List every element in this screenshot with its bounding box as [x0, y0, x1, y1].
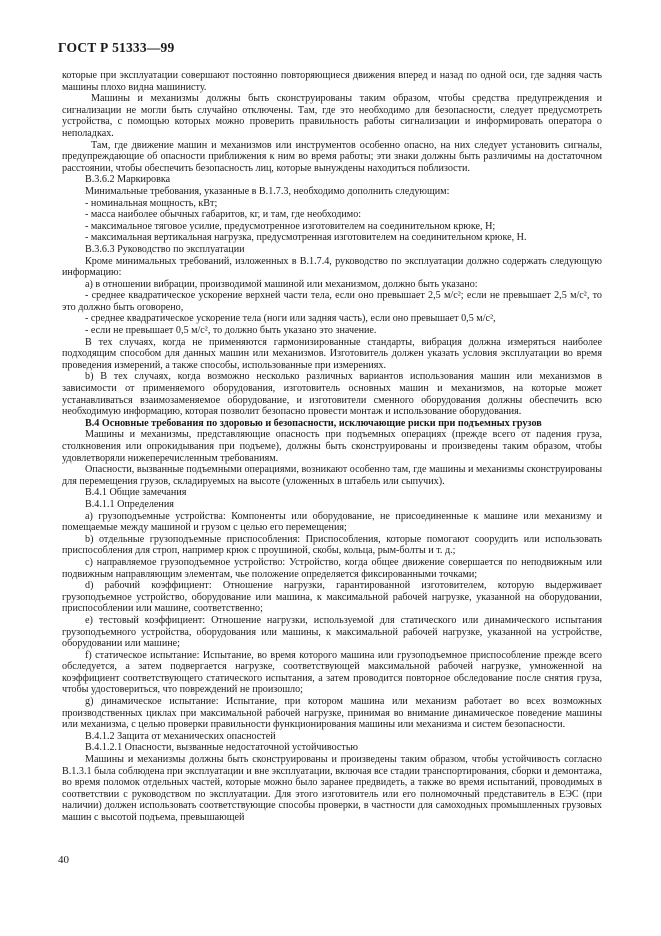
section-heading-bold: В.4 Основные требования по здоровью и безопасности, исключающие риски при подъемных грузов [85, 417, 542, 429]
list-item: а) в отношении вибрации, производимой машиной или механизмом, должно быть указано: [85, 278, 478, 290]
list-item: - номинальная мощность, кВт; [85, 197, 218, 209]
section-heading: В.4.1.2.1 Опасности, вызванные недостаточной устойчивостью [85, 742, 358, 754]
paragraph: Кроме минимальных требований, изложенных в В.1.7.4, руководство по эксплуатации должно содержать следующую информацию: [62, 255, 602, 279]
paragraph: Машины и механизмы, представляющие опасность при подъемных операциях (прежде всего от падения груза, столкновения или опрокидывания при подъеме), должны быть сконструированы и произведены таким образом, чтобы удовлетворяли нижеперечисленным требованиям. [62, 429, 602, 464]
paragraph: b) В тех случаях, когда возможно несколько различных вариантов использования машин или механизмов в зависимости от применяемого оборудования, изготовитель основных машин и механизмов, на которые может устанавливаться взаимозаменяемое оборудование, и изготовители сменного оборудования должны обеспечить всю необходимую информацию, которая позволит безопасно провести монтаж и использование оборудования. [62, 371, 602, 418]
section-heading: В.3.6.3 Руководство по эксплуатации [85, 243, 245, 255]
list-item: - если не превышает 0,5 м/с², то должно быть указано это значение. [85, 325, 377, 337]
paragraph: Машины и механизмы должны быть сконструированы таким образом, чтобы средства предупреждения и сигнализации не могли быть случайно отключены. Там, где это необходимо для безопасности, следует предусмотреть устройства, с помощью которых можно проверить правильность работы сигнализации и информировать оператора о неполадках. [62, 93, 602, 139]
list-item: - масса наиболее обычных габаритов, кг, и там, где необходимо: [85, 209, 362, 221]
definition-item: g) динамическое испытание: Испытание, при котором машина или механизм работает во всех возможных производственных циклах при максимальной рабочей нагрузке, принимая во внимание динамическое поведение машины или механизма, с целью проверки правильности функционирования машины или механизма и систем безопасности. [62, 696, 602, 731]
definition-item: а) грузоподъемные устройства: Компоненты или оборудование, не присоединенные к машине или механизму и помещаемые между машиной и грузом с целью его перемещения; [62, 510, 602, 534]
paragraph: В тех случаях, когда не применяются гармонизированные стандарты, вибрация должна измеряться наиболее подходящим способом для данных машин или механизмов. Изготовитель должен указать условия эксплуатации во время проведения измерений, а также способы, использованные при измерениях. [62, 336, 602, 371]
paragraph: Опасности, вызванные подъемными операциями, возникают особенно там, где машины и механизмы сконструированы для перемещения грузов, складируемых на высоте (уложенных в штабель или сыпучих). [62, 464, 602, 487]
list-item: - максимальное тяговое усилие, предусмотренное изготовителем на соединительном крюке, Н; [85, 220, 496, 232]
section-heading: В.4.1.2 Защита от механических опасностей [85, 730, 276, 742]
body-text [62, 70, 602, 824]
section-heading: В.4.1 Общие замечания [85, 487, 187, 499]
definition-item: f) статическое испытание: Испытание, во время которого машина или грузоподъемное приспособление прежде всего обследуется, а затем подвергается нагрузке, соответствующей максимальной рабочей нагрузке, умноженной на коэффициент соответствующего статического испытания, а затем проводится повторное обследование после снятия груза, чтобы удостовериться, что повреждений не произошло; [62, 649, 602, 696]
paragraph: Там, где движение машин и механизмов или инструментов особенно опасно, на них следует установить сигналы, предупреждающие об опасности приближения к ним во время работы; эти знаки должны быть различимы на достаточном расстоянии, чтобы обеспечить безопасность лиц, которые вынуждены находиться поблизости. [62, 139, 602, 174]
page-header-title: ГОСТ Р 51333—99 [58, 40, 175, 55]
definition-item: b) отдельные грузоподъемные приспособления: Приспособления, которые помогают соорудить или использовать приспособления для строп, например крюк с проушиной, скобы, кольца, рым-болты и т. д.; [62, 533, 602, 557]
section-heading: В.4.1.1 Определения [85, 498, 174, 510]
paragraph: Минимальные требования, указанные в В.1.7.3, необходимо дополнить следующим: [85, 185, 450, 197]
list-item: - максимальная вертикальная нагрузка, предусмотренная изготовителем на соединительном крюке, Н. [85, 232, 527, 244]
definition-item: с) направляемое грузоподъемное устройство: Устройство, когда общее движение совершается по неподвижным или подвижным направляющим элементам, чье положение определяется фиксированными точками; [62, 556, 602, 580]
list-item: - среднее квадратическое ускорение верхней части тела, если оно превышает 2,5 м/с²; если не превышает 2,5 м/с², то это должно быть оговорено, [62, 290, 602, 313]
page-number: 40 [58, 854, 69, 866]
definition-item: d) рабочий коэффициент: Отношение нагрузки, гарантированной изготовителем, которую выдерживает грузоподъемное устройство, оборудование или машина, к максимальной рабочей нагрузке, указанной на оборудовании, приспособлении или машине, соответственно; [62, 580, 602, 615]
definition-item: е) тестовый коэффициент: Отношение нагрузки, используемой для статического или динамического испытания грузоподъемного устройства, оборудования или машины, к максимальной рабочей нагрузке, указанной на устройстве, оборудовании или машине; [62, 614, 602, 650]
paragraph: Машины и механизмы должны быть сконструированы и произведены таким образом, чтобы устойчивость согласно В.1.3.1 была соблюдена при эксплуатации и вне эксплуатации, включая все стадии транспортирования, сборки и демонтажа, во время поломок отдельных частей, которые можно было заранее предвидеть, а также во время испытаний, проводимых в соответствии с руководством по эксплуатации. Для этого изготовитель или его полномочный представитель в ЕЭС (при наличии) должен использовать соответствующие способы проверки, в частности для самоходных промышленных грузовых машин с высотой подъема, превышающей [62, 754, 602, 823]
list-item: - среднее квадратическое ускорение тела (ноги или задняя часть), если оно превышает 0,5 м/с², [85, 313, 496, 325]
paragraph: которые при эксплуатации совершают постоянно повторяющиеся движения вперед и назад по одной оси, где задняя часть машины плохо видна машинисту. [62, 70, 602, 93]
section-heading: В.3.6.2 Маркировка [85, 174, 171, 186]
